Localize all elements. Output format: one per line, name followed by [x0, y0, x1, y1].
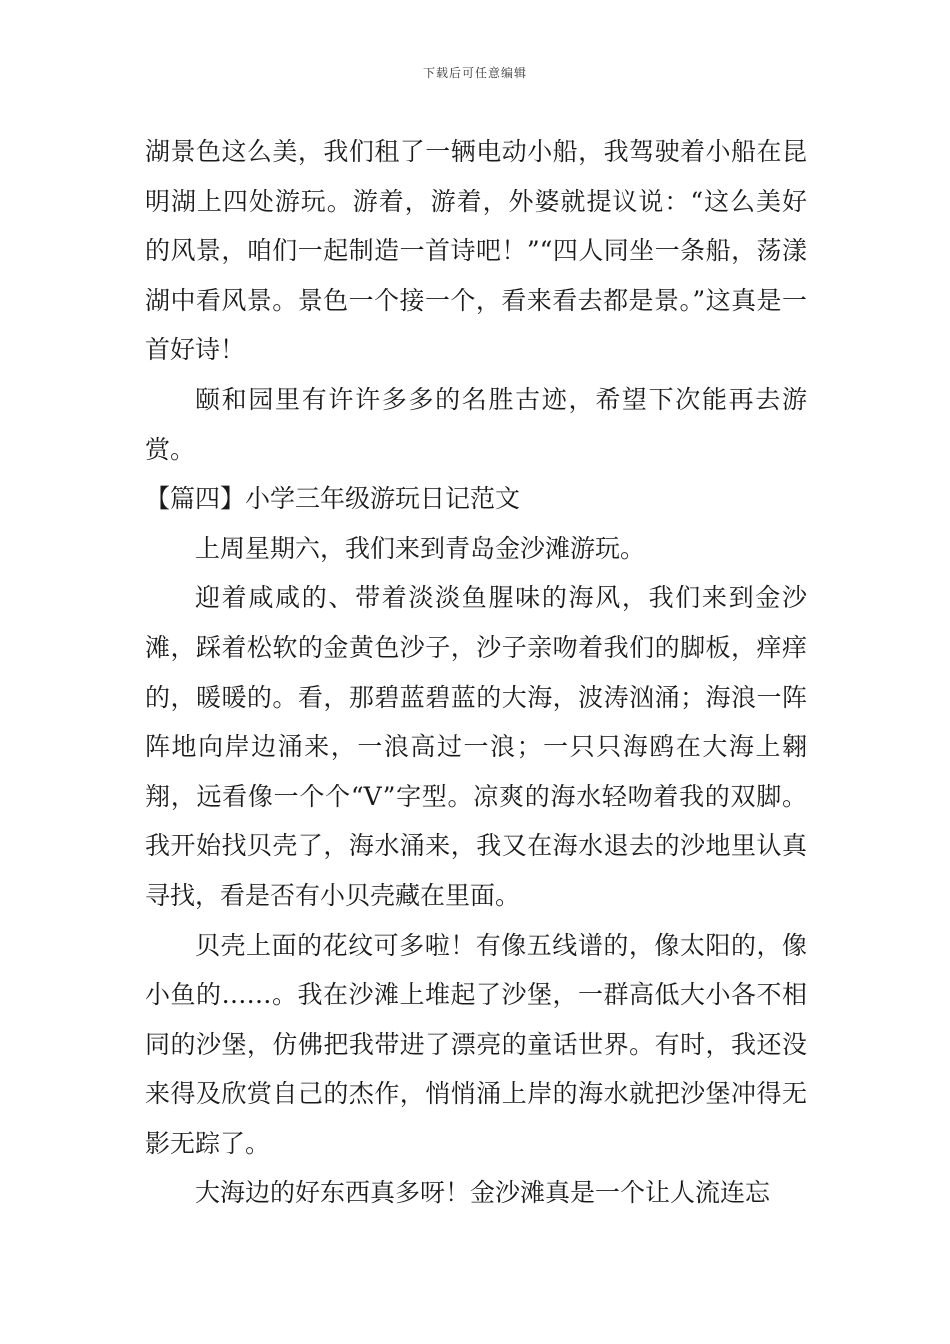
paragraph: 迎着咸咸的、带着淡淡鱼腥味的海风，我们来到金沙滩，踩着松软的金黄色沙子，沙子亲吻着我们的脚板，痒痒的，暖暖的。看，那碧蓝碧蓝的大海，波涛汹涌；海浪一阵阵地向岸边涌来，一浪高过一浪；一只只海鸥在大海上翱翔，远看像一个个“V”字型。凉爽的海水轻吻着我的双脚。我开始找贝壳了，海水涌来，我又在海水退去的沙地里认真寻找，看是否有小贝壳藏在里面。 [145, 583, 807, 910]
section-heading: 【篇四】小学三年级游玩日记范文 [145, 484, 521, 514]
paragraph-continued: 湖景色这么美，我们租了一辆电动小船，我驾驶着小船在昆明湖上四处游玩。游着，游着，外婆就提议说：“这么美好的风景，咱们一起制造一首诗吧！”“四人同坐一条船，荡漾湖中看风景。景色一个接一个，看来看去都是景。”这真是一首好诗！ [145, 137, 807, 365]
paragraph: 上周星期六，我们来到青岛金沙滩游玩。 [195, 533, 646, 563]
paragraph: 大海边的好东西真多呀！金沙滩真是一个让人流连忘 [195, 1178, 771, 1208]
document-body [145, 127, 807, 1218]
page-header: 下载后可任意编辑 [422, 66, 527, 80]
paragraph: 颐和园里有许许多多的名胜古迹，希望下次能再去游赏。 [145, 384, 807, 464]
paragraph: 贝壳上面的花纹可多啦！有像五线谱的，像太阳的，像小鱼的……。我在沙滩上堆起了沙堡，一群高低大小各不相同的沙堡，仿佛把我带进了漂亮的童话世界。有时，我还没来得及欣赏自己的杰作，悄悄涌上岸的海水就把沙堡冲得无影无踪了。 [145, 930, 807, 1158]
